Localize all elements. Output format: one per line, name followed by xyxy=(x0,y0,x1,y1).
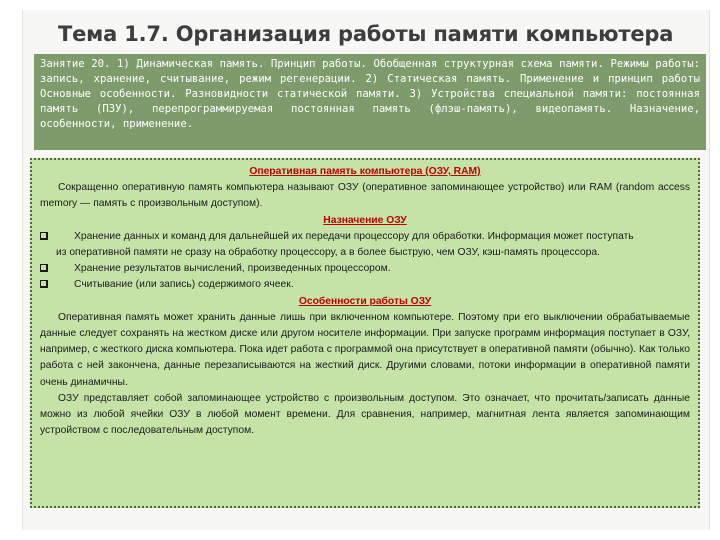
bullet-text: Хранение данных и команд для дальнейшей их передачи процессору для обработки. Информация может поступать xyxy=(74,230,634,242)
heading-ram: Оперативная память компьютера (ОЗУ, RAM) xyxy=(249,166,481,177)
square-bullet-icon xyxy=(40,261,64,272)
intro-paragraph: Сокращенно оперативную память компьютера называют ОЗУ (оперативное запоминающее устройство) или RAM (random access memory — память с произвольным доступом). xyxy=(40,182,690,210)
features-paragraph-1: Оперативная память может хранить данные лишь при включенном компьютере. Поэтому при его выключении обрабатываемые данные следует сохранять на жестком диске или другом носителе информации. При запуске программ информация поступает в ОЗУ, например, с жесткого диска компьютера. Пока идет работа с программой она присутствует в оперативной памяти (обычно). Как только работа с ней закончена, данные перезаписываются на жесткий диск. Другими словами, потоки информации в оперативной памяти очень динамичны. xyxy=(40,311,690,388)
content-box xyxy=(30,158,700,508)
features-paragraph-2: ОЗУ представляет собой запоминающее устройство с произвольным доступом. Это означает, что прочитать/записать данные можно из любой ячейки ОЗУ в любой момент времени. Для сравнения, например, магнитная лента является запоминающим устройством с последовательным доступом. xyxy=(40,392,690,437)
square-bullet-icon xyxy=(40,229,64,240)
heading-purpose: Назначение ОЗУ xyxy=(323,214,407,226)
bullet-text: Хранение результатов вычислений, произведенных процессором. xyxy=(74,263,391,275)
bullet-text: Считывание (или запись) содержимого ячеек. xyxy=(74,279,294,291)
bullet-continuation: из оперативной памяти не сразу на обработку процессору, а в более быструю, чем ОЗУ, кэш-память процессора. xyxy=(56,247,600,259)
list-item xyxy=(40,277,690,293)
lesson-header-box xyxy=(34,54,706,150)
slide-title: Тема 1.7. Организация работы памяти компьютера xyxy=(58,22,674,46)
lesson-description: Занятие 20. 1) Динамическая память. Принцип работы. Обобщенная структурная схема памяти. Режимы работы: запись, хранение, считывание, режим регенерации. 2) Статическая память. Применение и принцип работы Основные особенности. Разновидности статической памяти. 3) Устройства специальной памяти: постоянная память (ПЗУ), перепрограммируемая постоянная память (флэш-память), видеопамять. Назначение, особенности, применение. xyxy=(40,58,700,131)
list-item xyxy=(40,261,690,277)
list-item xyxy=(40,229,690,245)
heading-features: Особенности работы ОЗУ xyxy=(298,295,432,307)
square-bullet-icon xyxy=(40,277,64,288)
